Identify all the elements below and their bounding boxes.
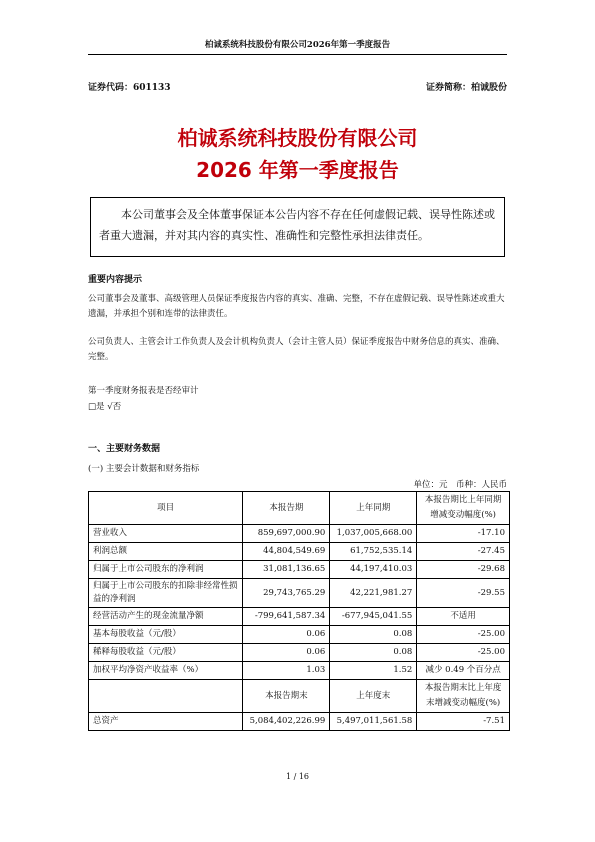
table-cell: 0.06 (243, 644, 330, 662)
table-cell: 1,037,005,668.00 (330, 525, 417, 543)
table-cell: 总资产 (89, 713, 243, 731)
table-cell: 经营活动产生的现金流量净额 (89, 608, 243, 626)
important-p2: 公司负责人、主管会计工作负责人及会计机构负责人（会计主管人员）保证季度报告中财务信息的真实、准确、完整。 (88, 337, 505, 362)
table-cell: 利润总额 (89, 543, 243, 561)
unit-label: 单位：元 币种：人民币 (413, 480, 507, 490)
table-header-cell: 上年同期 (330, 492, 417, 525)
table-cell: 44,804,549.69 (243, 543, 330, 561)
table-cell: -25.00 (417, 644, 510, 662)
table-row (89, 579, 510, 608)
section1-sub: (一) 主要会计数据和财务指标 (88, 464, 200, 474)
table-cell: -25.00 (417, 626, 510, 644)
table-cell: 42,221,981.27 (330, 579, 417, 608)
section1-heading: 一、主要财务数据 (88, 444, 161, 454)
table-cell: 归属于上市公司股东的扣除非经常性损益的净利润 (89, 579, 243, 608)
table-cell: 29,743,765.29 (243, 579, 330, 608)
table-row (89, 713, 510, 731)
table-header-cell: 项目 (89, 492, 243, 525)
table-row (89, 561, 510, 579)
table-cell: 0.08 (330, 644, 417, 662)
company-title: 柏诚系统科技股份有限公司 (177, 126, 418, 150)
table-row (89, 662, 510, 680)
table-cell: -17.10 (417, 525, 510, 543)
audit-question: 第一季度财务报表是否经审计 (88, 386, 199, 396)
table-cell: 1.52 (330, 662, 417, 680)
table-row (89, 608, 510, 626)
table-row (89, 525, 510, 543)
audit-answer: □是 √否 (88, 402, 122, 412)
table-cell: 61,752,535.14 (330, 543, 417, 561)
table-cell: 营业收入 (89, 525, 243, 543)
table-header-row (89, 492, 510, 525)
table-cell: 不适用 (417, 608, 510, 626)
running-header: 柏诚系统科技股份有限公司2026年第一季度报告 (88, 38, 507, 55)
page-number: 1 / 16 (285, 772, 310, 781)
table-cell: 1.03 (243, 662, 330, 680)
table-cell: -27.45 (417, 543, 510, 561)
table-cell: -29.55 (417, 579, 510, 608)
table-header-cell: 本报告期 (243, 492, 330, 525)
table-cell: 5,497,011,561.58 (330, 713, 417, 731)
table-cell: 31,081,136.65 (243, 561, 330, 579)
table-cell: 加权平均净资产收益率（%） (89, 662, 243, 680)
board-notice: 本公司董事会及全体董事保证本公告内容不存在任何虚假记载、误导性陈述或者重大遗漏，并对其内容的真实性、准确性和完整性承担法律责任。 (90, 197, 505, 257)
table-cell: 0.06 (243, 626, 330, 644)
table-cell: 减少 0.49 个百分点 (417, 662, 510, 680)
table-header-cell: 本报告期末比上年度末增减变动幅度(%) (417, 680, 510, 713)
table-header-cell: 本报告期比上年同期增减变动幅度(%) (417, 492, 510, 525)
table-header-cell (89, 680, 243, 713)
important-heading: 重要内容提示 (88, 275, 143, 285)
table-row (89, 644, 510, 662)
table-header-row (89, 680, 510, 713)
report-title: 2026 年第一季度报告 (196, 158, 399, 182)
table-cell: 归属于上市公司股东的净利润 (89, 561, 243, 579)
table-cell: -7.51 (417, 713, 510, 731)
table-cell: 稀释每股收益（元/股） (89, 644, 243, 662)
table-cell: -799,641,587.34 (243, 608, 330, 626)
table-cell: 5,084,402,226.99 (243, 713, 330, 731)
table-cell: -677,945,041.55 (330, 608, 417, 626)
table-cell: 基本每股收益（元/股） (89, 626, 243, 644)
table-cell: 859,697,000.90 (243, 525, 330, 543)
table-row (89, 626, 510, 644)
stock-code: 证券代码：601133 (88, 83, 171, 93)
stock-abbr: 证券简称：柏诚股份 (425, 83, 507, 93)
important-p1: 公司董事会及董事、高级管理人员保证季度报告内容的真实、准确、完整，不存在虚假记载、误导性陈述或重大遗漏，并承担个别和连带的法律责任。 (88, 294, 505, 319)
table-cell: 0.08 (330, 626, 417, 644)
table-cell: 44,197,410.03 (330, 561, 417, 579)
table-cell: -29.68 (417, 561, 510, 579)
table-header-cell: 本报告期末 (243, 680, 330, 713)
financial-table (88, 491, 510, 731)
table-header-cell: 上年度末 (330, 680, 417, 713)
table-row (89, 543, 510, 561)
